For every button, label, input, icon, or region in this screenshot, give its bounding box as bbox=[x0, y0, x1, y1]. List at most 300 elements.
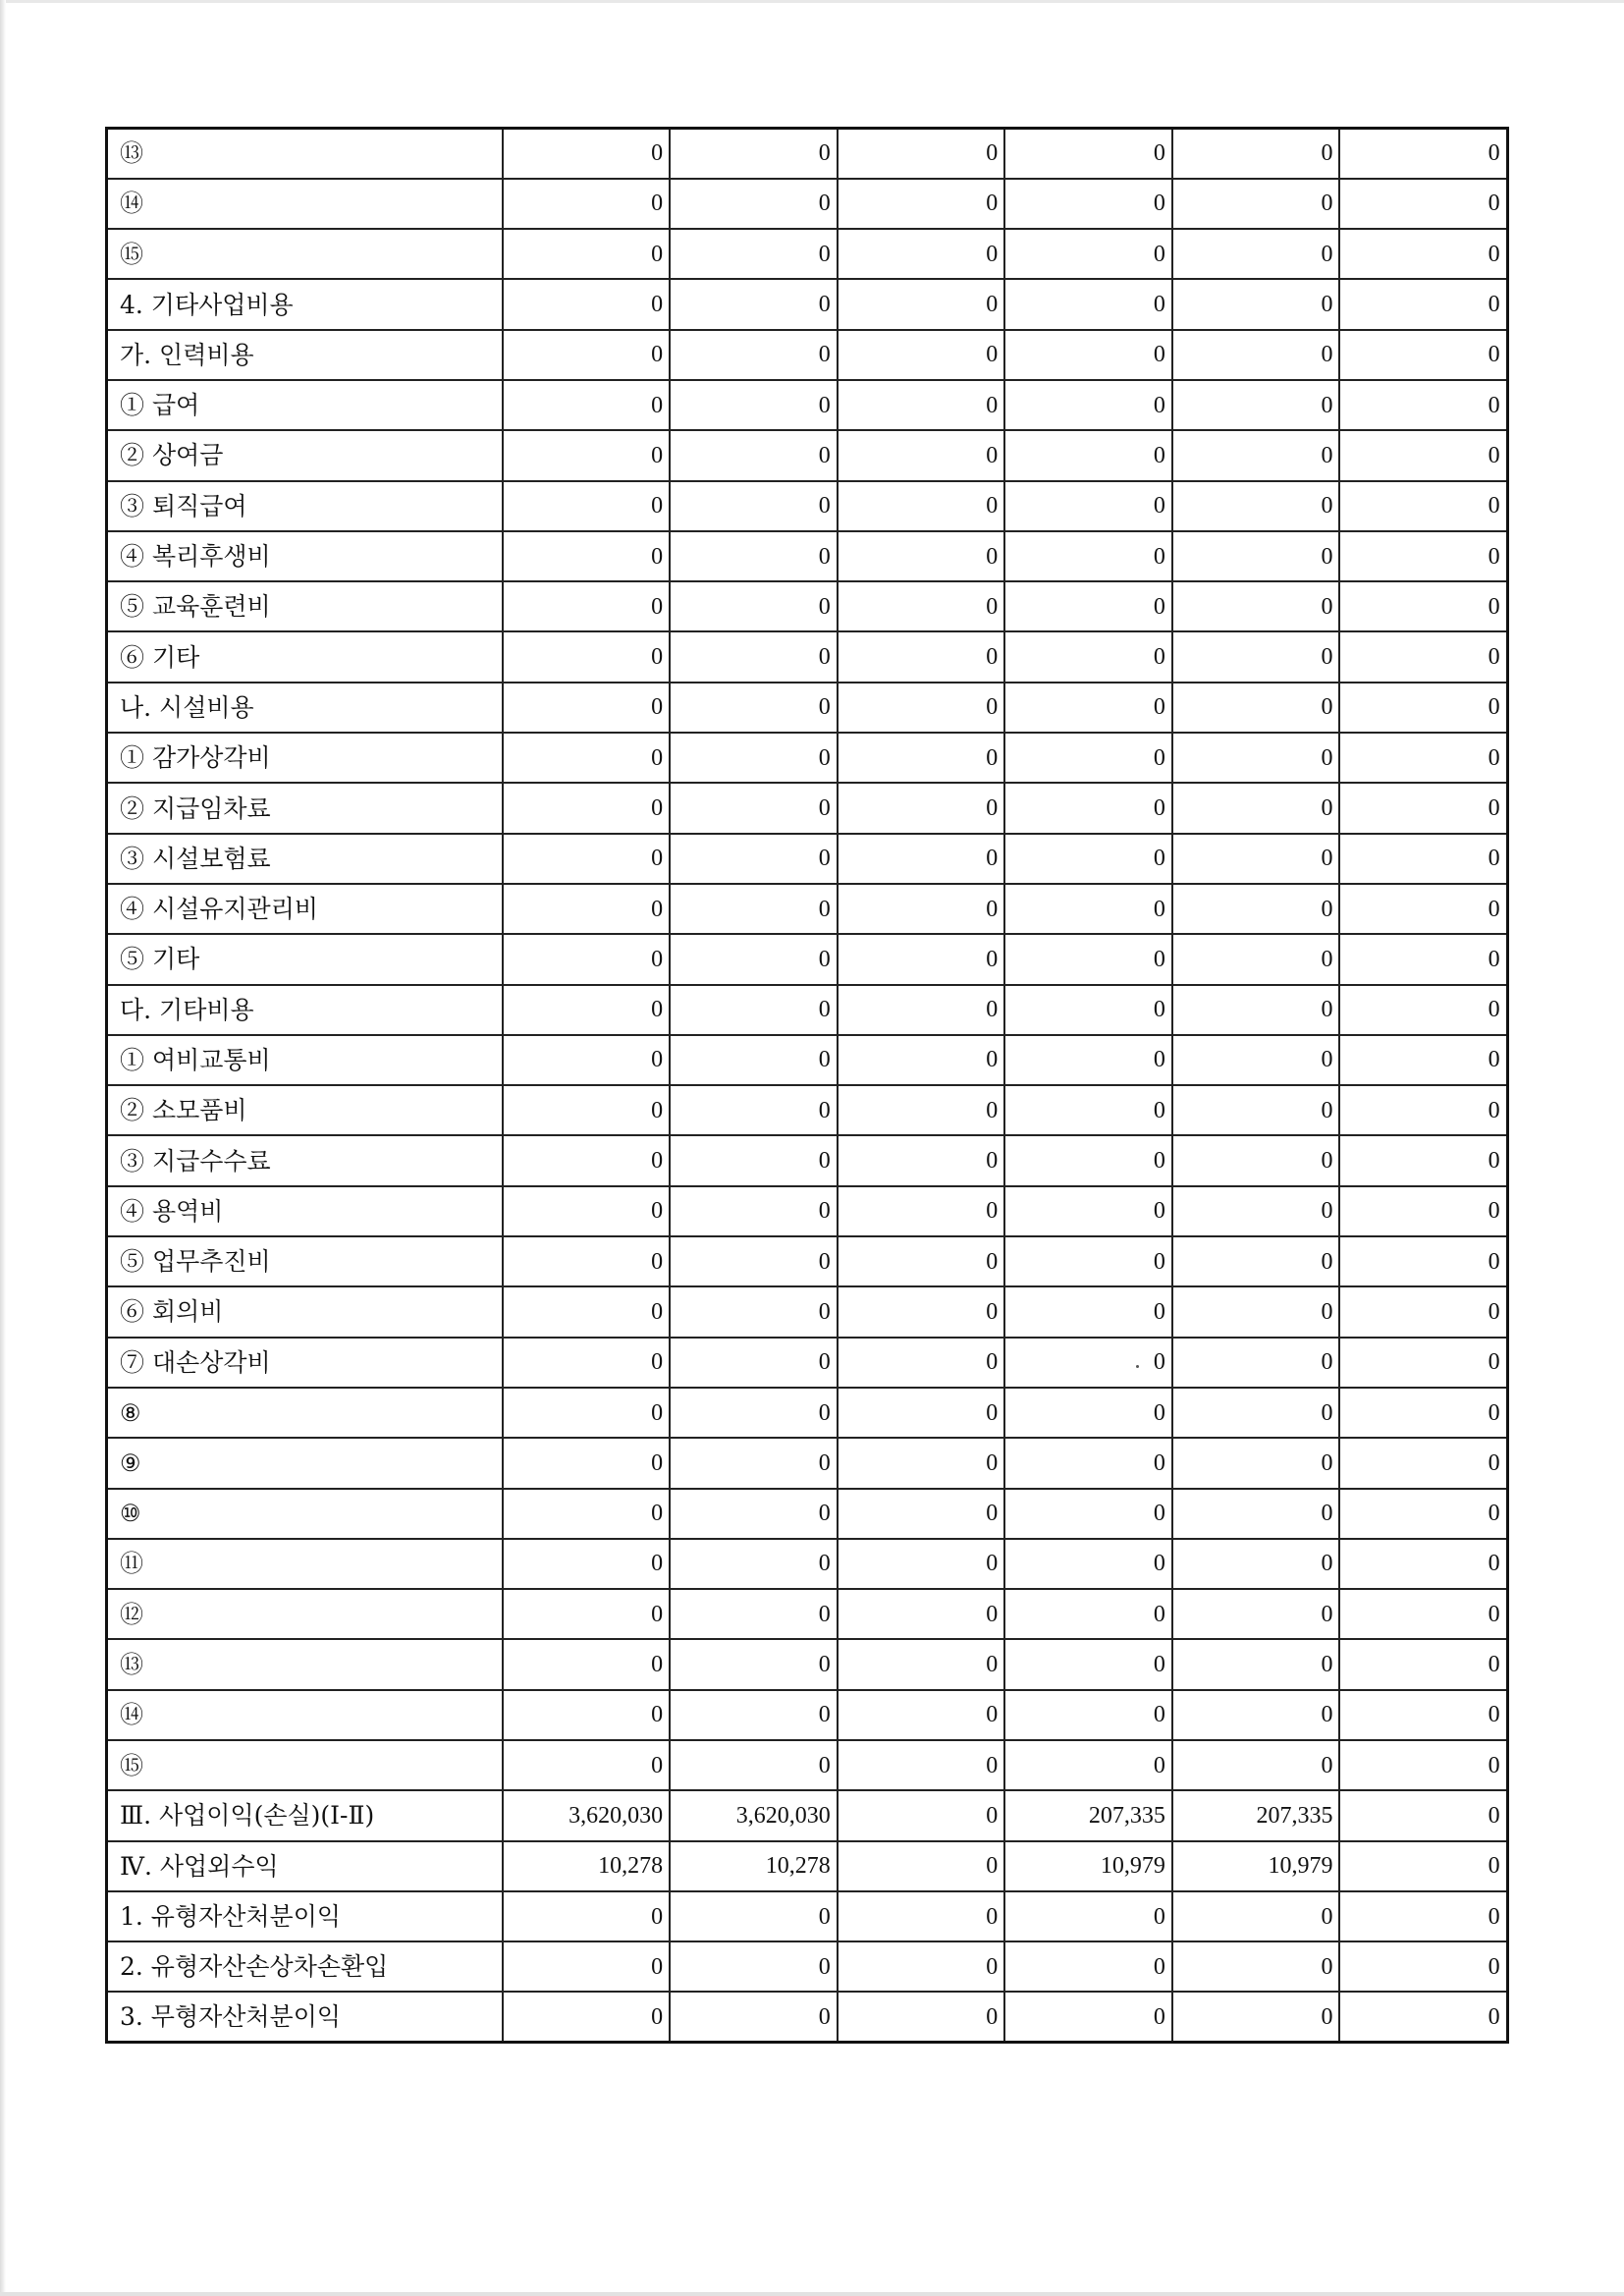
row-label: 3. 무형자산처분이익 bbox=[107, 1992, 503, 2042]
value-cell: 0 bbox=[1004, 683, 1172, 733]
row-label: 가. 인력비용 bbox=[107, 330, 503, 380]
value-cell: 0 bbox=[1172, 1035, 1340, 1085]
value-cell: 0 bbox=[503, 1489, 671, 1539]
value-cell: 0 bbox=[1339, 1891, 1507, 1941]
value-cell: 0 bbox=[670, 1286, 838, 1337]
value-cell: 0 bbox=[1004, 179, 1172, 229]
row-label: ③ 퇴직급여 bbox=[107, 481, 503, 531]
value-cell: 0 bbox=[670, 380, 838, 430]
value-cell: 0 bbox=[1339, 1639, 1507, 1689]
scan-edge-top bbox=[0, 0, 1624, 3]
value-cell: 0 bbox=[1004, 1186, 1172, 1236]
value-cell: 0 bbox=[1004, 1740, 1172, 1790]
value-cell: 0 bbox=[1339, 631, 1507, 682]
value-cell: 0 bbox=[1004, 581, 1172, 631]
value-cell: 0 bbox=[670, 1186, 838, 1236]
value-cell: 0 bbox=[670, 1539, 838, 1589]
value-cell: 0 bbox=[503, 1085, 671, 1135]
value-cell: 0 bbox=[1339, 1236, 1507, 1286]
table-row bbox=[107, 1539, 1508, 1589]
value-cell: 0 bbox=[838, 631, 1005, 682]
value-cell: 0 bbox=[838, 229, 1005, 279]
value-cell: 0 bbox=[670, 1338, 838, 1388]
value-cell: 0 bbox=[838, 1388, 1005, 1438]
value-cell: 0 bbox=[1004, 1539, 1172, 1589]
value-cell: 0 bbox=[1172, 531, 1340, 581]
value-cell: 0 bbox=[1172, 1338, 1340, 1388]
row-label: ⑧ bbox=[107, 1388, 503, 1438]
value-cell: 0 bbox=[1339, 1992, 1507, 2042]
value-cell: 0 bbox=[670, 1941, 838, 1992]
row-label: ③ 지급수수료 bbox=[107, 1135, 503, 1185]
value-cell: 0 bbox=[1172, 884, 1340, 934]
value-cell: 0 bbox=[838, 1438, 1005, 1488]
table-row bbox=[107, 531, 1508, 581]
value-cell: 0 bbox=[1004, 229, 1172, 279]
table-row bbox=[107, 1035, 1508, 1085]
value-cell: 0 bbox=[670, 279, 838, 329]
value-cell: 0 bbox=[1339, 1790, 1507, 1840]
value-cell: 0 bbox=[1339, 1841, 1507, 1891]
value-cell: 207,335 bbox=[1172, 1790, 1340, 1840]
row-label: ① 여비교통비 bbox=[107, 1035, 503, 1085]
financial-statement-table bbox=[105, 127, 1509, 2044]
value-cell: 0 bbox=[1004, 985, 1172, 1035]
value-cell: 0 bbox=[1172, 1690, 1340, 1740]
table-row bbox=[107, 1085, 1508, 1135]
value-cell: 0 bbox=[838, 1286, 1005, 1337]
table-row bbox=[107, 733, 1508, 783]
value-cell: 10,278 bbox=[503, 1841, 671, 1891]
value-cell: 0 bbox=[1339, 1135, 1507, 1185]
scan-edge-left bbox=[0, 0, 6, 2296]
value-cell: 0 bbox=[1004, 1438, 1172, 1488]
value-cell: 0 bbox=[1339, 1589, 1507, 1639]
value-cell: 0 bbox=[1339, 733, 1507, 783]
value-cell: 0 bbox=[1172, 733, 1340, 783]
table-body bbox=[107, 129, 1508, 2043]
value-cell: 0 bbox=[838, 481, 1005, 531]
scan-edge-bottom bbox=[0, 2292, 1624, 2296]
table-row bbox=[107, 229, 1508, 279]
value-cell: 0 bbox=[670, 1690, 838, 1740]
value-cell: 0 bbox=[503, 179, 671, 229]
scan-speck bbox=[1136, 1365, 1139, 1368]
value-cell: 0 bbox=[1172, 783, 1340, 833]
value-cell: 0 bbox=[838, 1539, 1005, 1589]
value-cell: 0 bbox=[503, 1035, 671, 1085]
value-cell: 0 bbox=[1172, 279, 1340, 329]
row-label: ① 급여 bbox=[107, 380, 503, 430]
value-cell: 0 bbox=[503, 430, 671, 480]
value-cell: 0 bbox=[1172, 380, 1340, 430]
row-label: ⑮ bbox=[107, 1740, 503, 1790]
value-cell: 0 bbox=[1004, 1891, 1172, 1941]
row-label: ⑮ bbox=[107, 229, 503, 279]
value-cell: 0 bbox=[670, 330, 838, 380]
table-row bbox=[107, 1286, 1508, 1337]
value-cell: 0 bbox=[670, 631, 838, 682]
value-cell: 0 bbox=[838, 1639, 1005, 1689]
value-cell: 0 bbox=[1339, 1085, 1507, 1135]
value-cell: 0 bbox=[1339, 129, 1507, 179]
value-cell: 0 bbox=[670, 1489, 838, 1539]
value-cell: 0 bbox=[503, 1388, 671, 1438]
value-cell: 0 bbox=[1339, 834, 1507, 884]
value-cell: 0 bbox=[1172, 1589, 1340, 1639]
value-cell: 0 bbox=[838, 1035, 1005, 1085]
value-cell: 0 bbox=[670, 430, 838, 480]
row-label: ② 소모품비 bbox=[107, 1085, 503, 1135]
row-label: ⑤ 교육훈련비 bbox=[107, 581, 503, 631]
row-label: ⑥ 회의비 bbox=[107, 1286, 503, 1337]
value-cell: 0 bbox=[1339, 1539, 1507, 1589]
table-row bbox=[107, 1992, 1508, 2042]
value-cell: 0 bbox=[1172, 1135, 1340, 1185]
value-cell: 0 bbox=[503, 834, 671, 884]
value-cell: 0 bbox=[838, 1135, 1005, 1185]
value-cell: 0 bbox=[503, 1589, 671, 1639]
row-label: ③ 시설보험료 bbox=[107, 834, 503, 884]
value-cell: 0 bbox=[1004, 834, 1172, 884]
value-cell: 0 bbox=[1339, 783, 1507, 833]
value-cell: 0 bbox=[1339, 279, 1507, 329]
value-cell: 0 bbox=[503, 884, 671, 934]
value-cell: 0 bbox=[838, 129, 1005, 179]
value-cell: 0 bbox=[503, 934, 671, 984]
value-cell: 0 bbox=[838, 1891, 1005, 1941]
value-cell: 0 bbox=[838, 934, 1005, 984]
value-cell: 3,620,030 bbox=[503, 1790, 671, 1840]
value-cell: 0 bbox=[1004, 380, 1172, 430]
value-cell: 0 bbox=[1339, 531, 1507, 581]
table-row bbox=[107, 1438, 1508, 1488]
value-cell: 0 bbox=[1172, 1388, 1340, 1438]
value-cell: 0 bbox=[503, 129, 671, 179]
value-cell: 0 bbox=[1004, 1690, 1172, 1740]
value-cell: 0 bbox=[1004, 1489, 1172, 1539]
table-row bbox=[107, 1589, 1508, 1639]
value-cell: 0 bbox=[838, 1186, 1005, 1236]
value-cell: 0 bbox=[838, 783, 1005, 833]
row-label: ⑭ bbox=[107, 1690, 503, 1740]
value-cell: 0 bbox=[838, 1690, 1005, 1740]
value-cell: 0 bbox=[670, 531, 838, 581]
value-cell: 10,979 bbox=[1004, 1841, 1172, 1891]
value-cell: 0 bbox=[1004, 733, 1172, 783]
table-row bbox=[107, 631, 1508, 682]
value-cell: 3,620,030 bbox=[670, 1790, 838, 1840]
value-cell: 0 bbox=[1339, 1388, 1507, 1438]
value-cell: 0 bbox=[503, 1690, 671, 1740]
row-label: ⑤ 기타 bbox=[107, 934, 503, 984]
value-cell: 0 bbox=[1172, 1639, 1340, 1689]
table-row bbox=[107, 834, 1508, 884]
value-cell: 0 bbox=[1004, 1639, 1172, 1689]
value-cell: 0 bbox=[1172, 1438, 1340, 1488]
value-cell: 0 bbox=[503, 279, 671, 329]
value-cell: 0 bbox=[838, 430, 1005, 480]
value-cell: 0 bbox=[1172, 581, 1340, 631]
value-cell: 0 bbox=[1004, 1135, 1172, 1185]
value-cell: 0 bbox=[670, 884, 838, 934]
row-label: ⑥ 기타 bbox=[107, 631, 503, 682]
value-cell: 0 bbox=[838, 581, 1005, 631]
value-cell: 0 bbox=[1172, 1941, 1340, 1992]
value-cell: 0 bbox=[838, 179, 1005, 229]
value-cell: 10,278 bbox=[670, 1841, 838, 1891]
value-cell: 0 bbox=[1339, 430, 1507, 480]
row-label: 2. 유형자산손상차손환입 bbox=[107, 1941, 503, 1992]
value-cell: 0 bbox=[670, 1035, 838, 1085]
value-cell: 0 bbox=[1004, 330, 1172, 380]
value-cell: 0 bbox=[503, 1740, 671, 1790]
value-cell: 0 bbox=[1004, 631, 1172, 682]
value-cell: 0 bbox=[1172, 834, 1340, 884]
value-cell: 0 bbox=[1172, 934, 1340, 984]
value-cell: 0 bbox=[1339, 1740, 1507, 1790]
value-cell: 0 bbox=[503, 1186, 671, 1236]
value-cell: 0 bbox=[670, 1740, 838, 1790]
value-cell: 0 bbox=[503, 330, 671, 380]
value-cell: 0 bbox=[503, 1286, 671, 1337]
value-cell: 0 bbox=[838, 985, 1005, 1035]
table-row bbox=[107, 1841, 1508, 1891]
row-label: ⑪ bbox=[107, 1539, 503, 1589]
row-label: ① 감가상각비 bbox=[107, 733, 503, 783]
row-label: ⑬ bbox=[107, 129, 503, 179]
row-label: ④ 시설유지관리비 bbox=[107, 884, 503, 934]
value-cell: 0 bbox=[670, 1639, 838, 1689]
value-cell: 0 bbox=[1172, 1992, 1340, 2042]
value-cell: 0 bbox=[1004, 531, 1172, 581]
value-cell: 0 bbox=[1004, 1286, 1172, 1337]
value-cell: 0 bbox=[838, 531, 1005, 581]
value-cell: 0 bbox=[1172, 1236, 1340, 1286]
value-cell: 0 bbox=[670, 1438, 838, 1488]
value-cell: 0 bbox=[1339, 985, 1507, 1035]
value-cell: 0 bbox=[670, 481, 838, 531]
value-cell: 0 bbox=[670, 179, 838, 229]
value-cell: 0 bbox=[838, 1489, 1005, 1539]
value-cell: 0 bbox=[838, 733, 1005, 783]
table-row bbox=[107, 380, 1508, 430]
value-cell: 0 bbox=[1004, 1941, 1172, 1992]
value-cell: 0 bbox=[670, 1135, 838, 1185]
table-row bbox=[107, 1790, 1508, 1840]
value-cell: 10,979 bbox=[1172, 1841, 1340, 1891]
value-cell: 0 bbox=[503, 1338, 671, 1388]
value-cell: 0 bbox=[503, 1135, 671, 1185]
value-cell: 0 bbox=[838, 1085, 1005, 1135]
table-row bbox=[107, 1338, 1508, 1388]
value-cell: 0 bbox=[1172, 1186, 1340, 1236]
value-cell: 0 bbox=[1339, 884, 1507, 934]
value-cell: 0 bbox=[1004, 884, 1172, 934]
value-cell: 0 bbox=[1172, 179, 1340, 229]
value-cell: 0 bbox=[670, 985, 838, 1035]
table-row bbox=[107, 985, 1508, 1035]
value-cell: 0 bbox=[503, 581, 671, 631]
value-cell: 0 bbox=[838, 1790, 1005, 1840]
row-label: Ⅳ. 사업외수익 bbox=[107, 1841, 503, 1891]
value-cell: 0 bbox=[503, 683, 671, 733]
table-row bbox=[107, 430, 1508, 480]
value-cell: 0 bbox=[1172, 430, 1340, 480]
row-label: ② 상여금 bbox=[107, 430, 503, 480]
value-cell: 0 bbox=[838, 683, 1005, 733]
value-cell: 0 bbox=[1172, 1489, 1340, 1539]
row-label: ⑬ bbox=[107, 1639, 503, 1689]
table-row bbox=[107, 279, 1508, 329]
value-cell: 0 bbox=[838, 1841, 1005, 1891]
value-cell: 0 bbox=[670, 683, 838, 733]
value-cell: 0 bbox=[503, 1992, 671, 2042]
value-cell: 0 bbox=[838, 884, 1005, 934]
value-cell: 207,335 bbox=[1004, 1790, 1172, 1840]
value-cell: 0 bbox=[1339, 934, 1507, 984]
value-cell: 0 bbox=[670, 581, 838, 631]
value-cell: 0 bbox=[1172, 229, 1340, 279]
table-row bbox=[107, 1388, 1508, 1438]
value-cell: 0 bbox=[1172, 330, 1340, 380]
value-cell: 0 bbox=[1339, 1286, 1507, 1337]
value-cell: 0 bbox=[1004, 1035, 1172, 1085]
value-cell: 0 bbox=[838, 1992, 1005, 2042]
value-cell: 0 bbox=[838, 1740, 1005, 1790]
table-row bbox=[107, 1941, 1508, 1992]
table-row bbox=[107, 1690, 1508, 1740]
value-cell: 0 bbox=[1339, 1438, 1507, 1488]
row-label: ④ 복리후생비 bbox=[107, 531, 503, 581]
value-cell: 0 bbox=[1004, 129, 1172, 179]
value-cell: 0 bbox=[1339, 330, 1507, 380]
value-cell: 0 bbox=[1004, 1236, 1172, 1286]
row-label: 1. 유형자산처분이익 bbox=[107, 1891, 503, 1941]
value-cell: 0 bbox=[670, 1085, 838, 1135]
table-row bbox=[107, 1740, 1508, 1790]
value-cell: 0 bbox=[503, 1438, 671, 1488]
value-cell: 0 bbox=[1172, 129, 1340, 179]
value-cell: 0 bbox=[1004, 934, 1172, 984]
value-cell: 0 bbox=[838, 1941, 1005, 1992]
value-cell: 0 bbox=[838, 1589, 1005, 1639]
value-cell: 0 bbox=[670, 1992, 838, 2042]
value-cell: 0 bbox=[670, 1891, 838, 1941]
value-cell: 0 bbox=[1004, 481, 1172, 531]
value-cell: 0 bbox=[503, 733, 671, 783]
value-cell: 0 bbox=[670, 229, 838, 279]
value-cell: 0 bbox=[1004, 1589, 1172, 1639]
value-cell: 0 bbox=[670, 733, 838, 783]
value-cell: 0 bbox=[838, 1236, 1005, 1286]
value-cell: 0 bbox=[670, 129, 838, 179]
value-cell: 0 bbox=[503, 229, 671, 279]
value-cell: 0 bbox=[503, 1941, 671, 1992]
value-cell: 0 bbox=[1339, 1338, 1507, 1388]
value-cell: 0 bbox=[503, 985, 671, 1035]
value-cell: 0 bbox=[1339, 481, 1507, 531]
table-row bbox=[107, 934, 1508, 984]
row-label: 다. 기타비용 bbox=[107, 985, 503, 1035]
value-cell: 0 bbox=[503, 783, 671, 833]
table-row bbox=[107, 1489, 1508, 1539]
value-cell: 0 bbox=[1004, 783, 1172, 833]
value-cell: 0 bbox=[503, 1539, 671, 1589]
row-label: 나. 시설비용 bbox=[107, 683, 503, 733]
value-cell: 0 bbox=[1339, 1690, 1507, 1740]
value-cell: 0 bbox=[1004, 279, 1172, 329]
value-cell: 0 bbox=[1172, 481, 1340, 531]
row-label: ② 지급임차료 bbox=[107, 783, 503, 833]
row-label: ⑩ bbox=[107, 1489, 503, 1539]
value-cell: 0 bbox=[1339, 1186, 1507, 1236]
table-row bbox=[107, 1135, 1508, 1185]
value-cell: 0 bbox=[670, 934, 838, 984]
value-cell: 0 bbox=[1172, 683, 1340, 733]
value-cell: 0 bbox=[1172, 1539, 1340, 1589]
row-label: Ⅲ. 사업이익(손실)(Ⅰ-Ⅱ) bbox=[107, 1790, 503, 1840]
value-cell: 0 bbox=[670, 834, 838, 884]
value-cell: 0 bbox=[1339, 1035, 1507, 1085]
value-cell: 0 bbox=[670, 1236, 838, 1286]
value-cell: 0 bbox=[838, 380, 1005, 430]
row-label: ⑦ 대손상각비 bbox=[107, 1338, 503, 1388]
value-cell: 0 bbox=[838, 279, 1005, 329]
value-cell: 0 bbox=[503, 380, 671, 430]
table-row bbox=[107, 1639, 1508, 1689]
table-row bbox=[107, 1236, 1508, 1286]
value-cell: 0 bbox=[1172, 1891, 1340, 1941]
table-row bbox=[107, 1891, 1508, 1941]
value-cell: 0 bbox=[503, 481, 671, 531]
value-cell: 0 bbox=[838, 330, 1005, 380]
table-row bbox=[107, 884, 1508, 934]
value-cell: 0 bbox=[1339, 179, 1507, 229]
table-row bbox=[107, 481, 1508, 531]
row-label: ④ 용역비 bbox=[107, 1186, 503, 1236]
value-cell: 0 bbox=[838, 1338, 1005, 1388]
value-cell: 0 bbox=[1172, 1740, 1340, 1790]
table-row bbox=[107, 129, 1508, 179]
table-row bbox=[107, 581, 1508, 631]
value-cell: 0 bbox=[503, 631, 671, 682]
row-label: ⑭ bbox=[107, 179, 503, 229]
value-cell: 0 bbox=[1004, 1388, 1172, 1438]
value-cell: 0 bbox=[503, 531, 671, 581]
value-cell: 0 bbox=[838, 834, 1005, 884]
value-cell: 0 bbox=[1004, 1085, 1172, 1135]
value-cell: 0 bbox=[1339, 1489, 1507, 1539]
value-cell: 0 bbox=[1339, 380, 1507, 430]
table-row bbox=[107, 683, 1508, 733]
value-cell: 0 bbox=[503, 1639, 671, 1689]
value-cell: 0 bbox=[670, 783, 838, 833]
table-row bbox=[107, 330, 1508, 380]
value-cell: 0 bbox=[1172, 631, 1340, 682]
table-row bbox=[107, 179, 1508, 229]
table-row bbox=[107, 783, 1508, 833]
value-cell: 0 bbox=[1339, 229, 1507, 279]
value-cell: 0 bbox=[1339, 683, 1507, 733]
value-cell: 0 bbox=[503, 1236, 671, 1286]
row-label: 4. 기타사업비용 bbox=[107, 279, 503, 329]
value-cell: 0 bbox=[503, 1891, 671, 1941]
table-row bbox=[107, 1186, 1508, 1236]
value-cell: 0 bbox=[1339, 1941, 1507, 1992]
value-cell: 0 bbox=[1004, 430, 1172, 480]
row-label: ⑫ bbox=[107, 1589, 503, 1639]
